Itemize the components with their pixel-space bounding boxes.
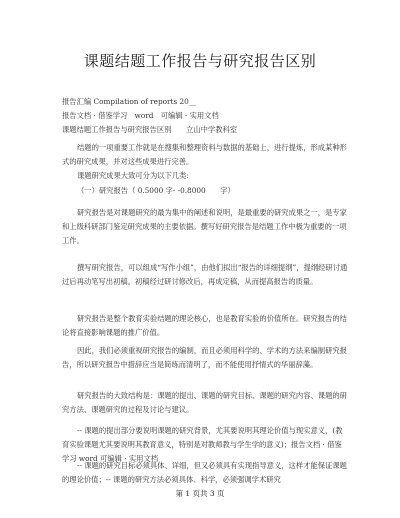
paragraph-background: -- 课题的提出部分要说明课题的研究背景，尤其要说明其理论价值与现实意义，(教育实验课题尤其要说明其教育意义，特别是对教师教与学生学的意义)；报告文档 · 借鉴学习 word 可编辑 · 实用文档 — [62, 426, 343, 463]
paragraph-goals: -- 课题的研究目标必须具体、详细，但又必须具有实现指导意义，这样才能保证课题的理论价值；-- 课题的研究方法必须具体、科学，必须强调学术研究 — [62, 461, 347, 484]
page-footer: 第 1 页共 3 页 — [175, 489, 225, 498]
meta-doc-type: 报告文档 · 借鉴学习 word 可编辑 · 实用文档 — [62, 111, 219, 120]
paragraph-report-definition: 研究报告是对课题研究的最为集中的阐述和说明，是最重要的研究成果之一，是专家和上级科研部门鉴定研究成果的主要依据。撰写好研究报告是结题工作中极为重要的一项工作。 — [62, 208, 347, 245]
paragraph-writing-group: 撰写研究报告，可以组成“写作小组”，由他们拟出“报告的详细提纲”，提纲经研讨通过后再动笔写出初稿。初稿经过研讨修改后，再成定稿，从而提高报告的质量。 — [62, 263, 348, 286]
paragraph-scientific-method: 因此，我们必须重视研究报告的编制，而且必须用科学的、学术的方法来编制研究报告，所以研究报告中措辞应当是简练而清明了，而不能使用抒情式的华丽辞藻。 — [62, 346, 347, 369]
paragraph-categories: 课题研究成果大致可分为以下几类: — [77, 171, 189, 180]
paragraph-intro: 结题的一项重要工作就是在搜集和整理资料与数据的基础上，进行提炼，形成某种形式的研究成果，并对这些成果进行完善。 — [62, 143, 347, 166]
paragraph-section-1: （一）研究报告（ 0.5000 字- -0.8000 字） — [77, 186, 235, 195]
page-title: 课题结题工作报告与研究报告区别 — [83, 52, 317, 70]
meta-subtitle-school: 课题结题工作报告与研究报告区别 立山中学教科室 — [62, 125, 238, 134]
meta-compilation: 报告汇编 Compilation of reports 20__ — [62, 97, 197, 106]
paragraph-structure: 研究报告的大致结构是：课题的提出、课题的研究目标、课题的研究内容、课题的研究方法、课题研究的过程及讨论与建议。 — [62, 391, 347, 414]
paragraph-core: 研究报告是整个教育实验结题的理论核心，也是教育实验的价值所在。研究报告的结论将直接影响课题的推广价值。 — [62, 314, 347, 337]
